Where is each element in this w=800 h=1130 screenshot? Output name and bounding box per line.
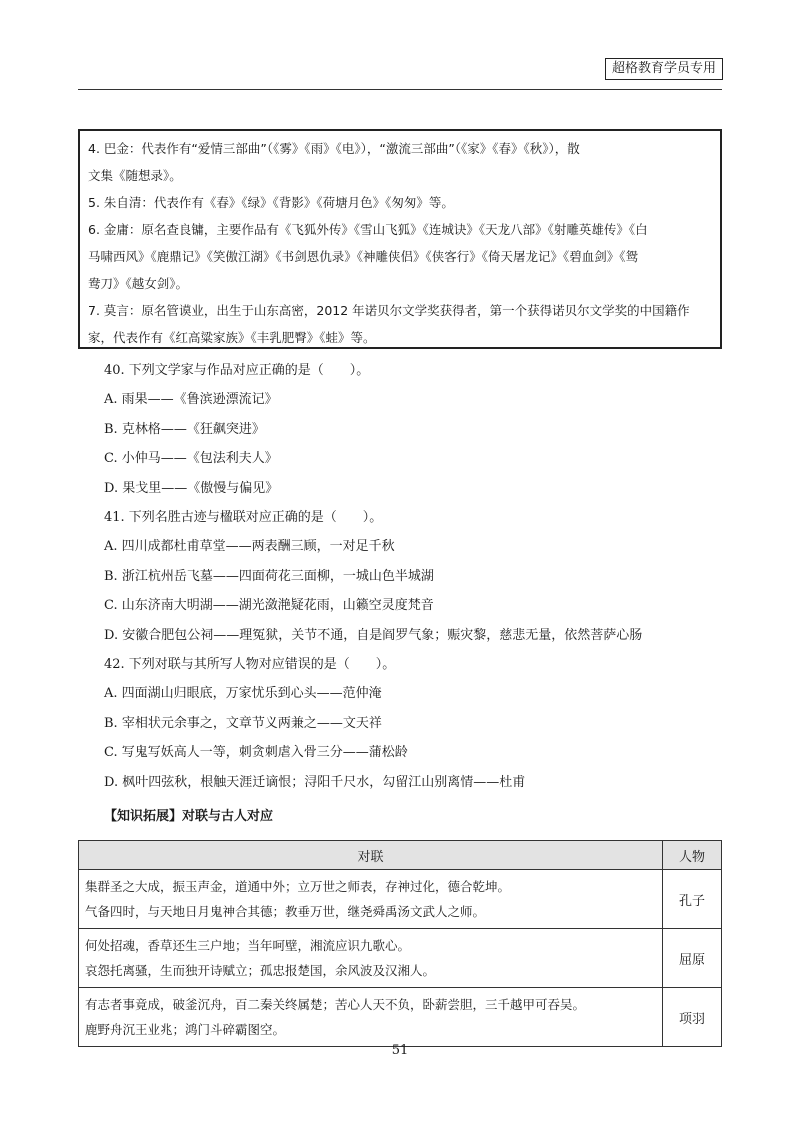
option: A. 雨果——《鲁滨逊漂流记》 xyxy=(104,392,278,408)
column-header-person: 人物 xyxy=(663,841,722,870)
table-row xyxy=(79,988,722,1047)
option: A. 四面湖山归眼底，万家忧乐到心头——范仲淹 xyxy=(104,686,382,702)
question-stem: 42. 下列对联与其所写人物对应错误的是（ ）。 xyxy=(104,657,396,673)
page-number: 51 xyxy=(391,1043,409,1058)
kbox-line: 5. 朱自清：代表作有《春》《绿》《背影》《荷塘月色》《匆匆》等。 xyxy=(88,195,454,210)
column-header-couplet: 对联 xyxy=(79,841,663,870)
couplet-line: 鹿野舟沉王业兆；鸿门斗碎霸图空。 xyxy=(85,1022,286,1037)
option: B. 宰相状元余事之，文章节义两兼之——文天祥 xyxy=(104,715,382,731)
couplet-cell xyxy=(79,929,663,988)
knowledge-box xyxy=(78,129,722,349)
person-cell: 项羽 xyxy=(663,988,722,1047)
table-header-row xyxy=(79,841,722,870)
table-row xyxy=(79,870,722,929)
option: A. 四川成都杜甫草堂——两表酬三顾，一对足千秋 xyxy=(104,539,395,555)
kbox-line: 7. 莫言：原名管谟业，出生于山东高密，2012 年诺贝尔文学奖获得者，第一个获得诺贝尔文学奖的中国籍作 xyxy=(88,303,690,318)
option: C. 小仲马——《包法利夫人》 xyxy=(104,451,278,467)
couplet-line: 气备四时，与天地日月鬼神合其德；教垂万世，继尧舜禹汤文武人之师。 xyxy=(85,904,486,919)
couplet-table xyxy=(78,840,722,1047)
couplet-line: 哀怨托离骚，生而独开诗赋立；孤忠报楚国，余风波及汉湘人。 xyxy=(85,963,436,978)
couplet-line: 有志者事竟成，破釜沉舟，百二秦关终属楚；苦心人天不负，卧薪尝胆，三千越甲可吞吴。 xyxy=(85,997,586,1012)
person-cell: 孔子 xyxy=(663,870,722,929)
header-tag: 超格教育学员专用 xyxy=(605,58,723,80)
option: B. 浙江杭州岳飞墓——四面荷花三面柳，一城山色半城湖 xyxy=(104,568,434,584)
option: C. 写鬼写妖高人一等，刺贪刺虐入骨三分——蒲松龄 xyxy=(104,745,408,761)
kbox-line: 4. 巴金：代表作有“爱情三部曲”（《雾》《雨》《电》），“激流三部曲”（《家》《春》《秋》），散 xyxy=(88,141,580,156)
kbox-line: 鸯刀》《越女剑》。 xyxy=(88,276,189,291)
option: B. 克林格——《狂飙突进》 xyxy=(104,421,265,437)
couplet-cell xyxy=(79,870,663,929)
kbox-line: 6. 金庸：原名查良镛，主要作品有《飞狐外传》《雪山飞狐》《连城诀》《天龙八部》《射雕英雄传》《白 xyxy=(88,222,648,237)
extension-title: 【知识拓展】对联与古人对应 xyxy=(104,809,274,824)
kbox-line: 家，代表作有《红高粱家族》《丰乳肥臀》《蛙》等。 xyxy=(88,330,376,345)
couplet-line: 集群圣之大成，振玉声金，道通中外；立万世之师表，存神过化，德合乾坤。 xyxy=(85,879,511,894)
table-row xyxy=(79,929,722,988)
kbox-line: 马啸西风》《鹿鼎记》《笑傲江湖》《书剑恩仇录》《神雕侠侣》《侠客行》《倚天屠龙记》《碧血剑》《鸳 xyxy=(88,249,639,264)
kbox-line: 文集《随想录》。 xyxy=(88,168,182,183)
option: C. 山东济南大明湖——湖光潋滟疑花雨，山籁空灵度梵音 xyxy=(104,598,434,614)
question-stem: 40. 下列文学家与作品对应正确的是（ ）。 xyxy=(104,363,370,378)
questions xyxy=(104,356,724,797)
couplet-cell xyxy=(79,988,663,1047)
couplet-line: 何处招魂，香草还生三户地；当年呵壁，湘流应识九歌心。 xyxy=(85,938,411,953)
person-cell: 屈原 xyxy=(663,929,722,988)
header-rule xyxy=(78,89,722,90)
option: D. 果戈里——《傲慢与偏见》 xyxy=(104,480,279,496)
question-stem: 41. 下列名胜古迹与楹联对应正确的是（ ）。 xyxy=(104,510,383,526)
option: D. 安徽合肥包公祠——理冤狱，关节不通，自是阎罗气象；赈灾黎，慈悲无量，依然菩萨心肠 xyxy=(104,627,643,643)
option: D. 枫叶四弦秋，根触天涯迁谪恨；浔阳千尺水，勾留江山别离情——杜甫 xyxy=(104,774,526,790)
